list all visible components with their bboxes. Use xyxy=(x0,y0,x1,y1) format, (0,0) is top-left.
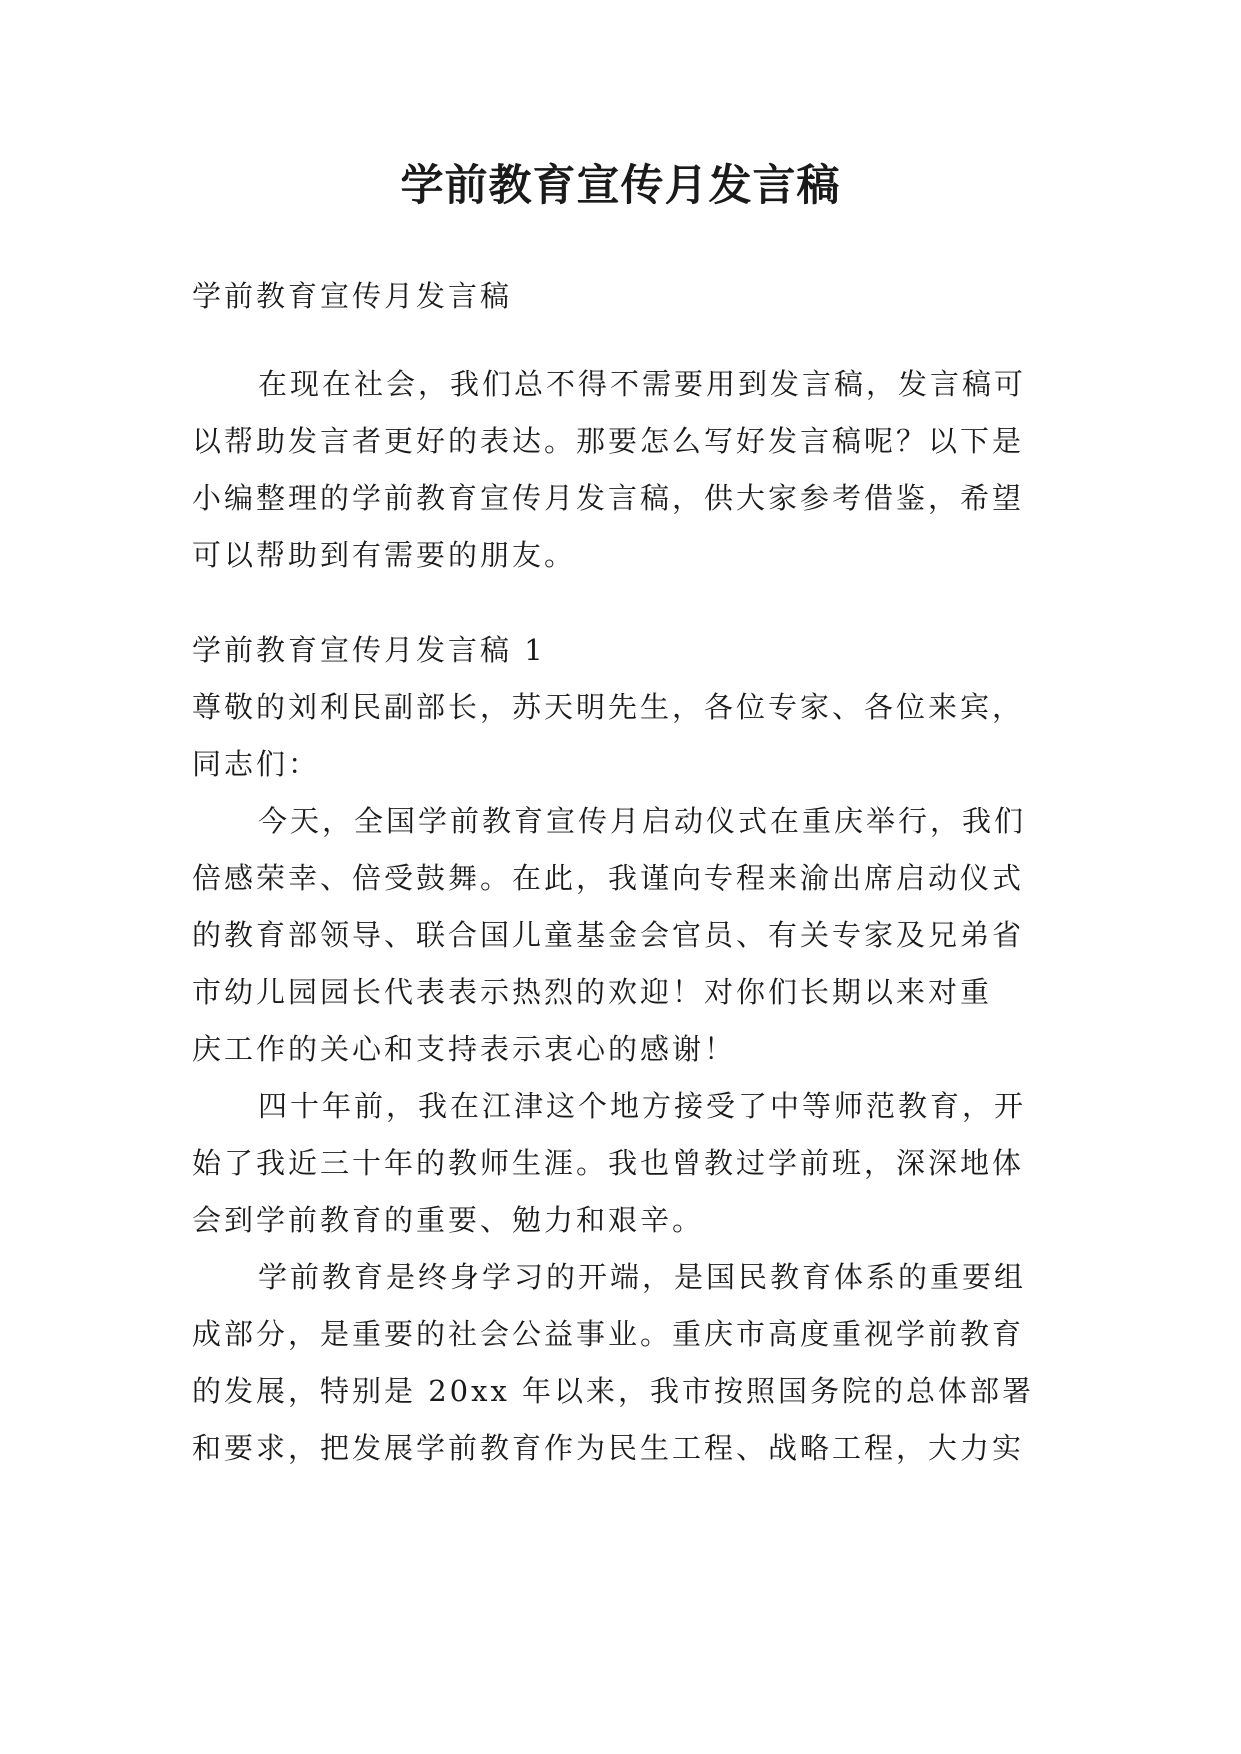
paragraph-line: 学前教育是终身学习的开端，是国民教育体系的重要组 xyxy=(258,1260,1027,1294)
paragraph-line: 市幼儿园园长代表表示热烈的欢迎！对你们长期以来对重 xyxy=(192,975,993,1009)
speech-section xyxy=(192,622,1062,1477)
subtitle-line: 学前教育宣传月发言稿 xyxy=(192,279,513,313)
paragraph-line: 始了我近三十年的教师生涯。我也曾教过学前班，深深地体 xyxy=(192,1146,1025,1180)
paragraph-line: 倍感荣幸、倍受鼓舞。在此，我谨向专程来渝出席启动仪式 xyxy=(192,861,1025,895)
intro-line: 可以帮助到有需要的朋友。 xyxy=(192,538,577,572)
paragraph-line: 今天，全国学前教育宣传月启动仪式在重庆举行，我们 xyxy=(258,804,1027,838)
document-subtitle xyxy=(192,268,1062,325)
intro-line: 在现在社会，我们总不得不需要用到发言稿，发言稿可 xyxy=(258,367,1027,401)
salutation-line: 尊敬的刘利民副部长，苏天明先生，各位专家、各位来宾， xyxy=(192,690,1025,724)
paragraph-line: 四十年前，我在江津这个地方接受了中等师范教育，开 xyxy=(258,1089,1027,1123)
paragraph-line: 庆工作的关心和支持表示衷心的感谢！ xyxy=(192,1032,737,1066)
intro-line: 以帮助发言者更好的表达。那要怎么写好发言稿呢？以下是 xyxy=(192,424,1025,458)
paragraph-line: 的教育部领导、联合国儿童基金会官员、有关专家及兄弟省 xyxy=(192,918,1025,952)
paragraph-line: 和要求，把发展学前教育作为民生工程、战略工程，大力实 xyxy=(192,1431,1025,1465)
document-title: 学前教育宣传月发言稿 xyxy=(400,161,841,211)
intro-paragraph xyxy=(192,356,1062,584)
intro-line: 小编整理的学前教育宣传月发言稿，供大家参考借鉴，希望 xyxy=(192,481,1025,515)
salutation-line: 同志们： xyxy=(192,747,321,781)
paragraph-line: 的发展，特别是 20xx 年以来，我市按照国务院的总体部署 xyxy=(192,1374,1035,1408)
paragraph-line: 会到学前教育的重要、勉力和艰辛。 xyxy=(192,1203,705,1237)
section-heading: 学前教育宣传月发言稿 1 xyxy=(192,633,546,667)
paragraph-line: 成部分，是重要的社会公益事业。重庆市高度重视学前教育 xyxy=(192,1317,1025,1351)
